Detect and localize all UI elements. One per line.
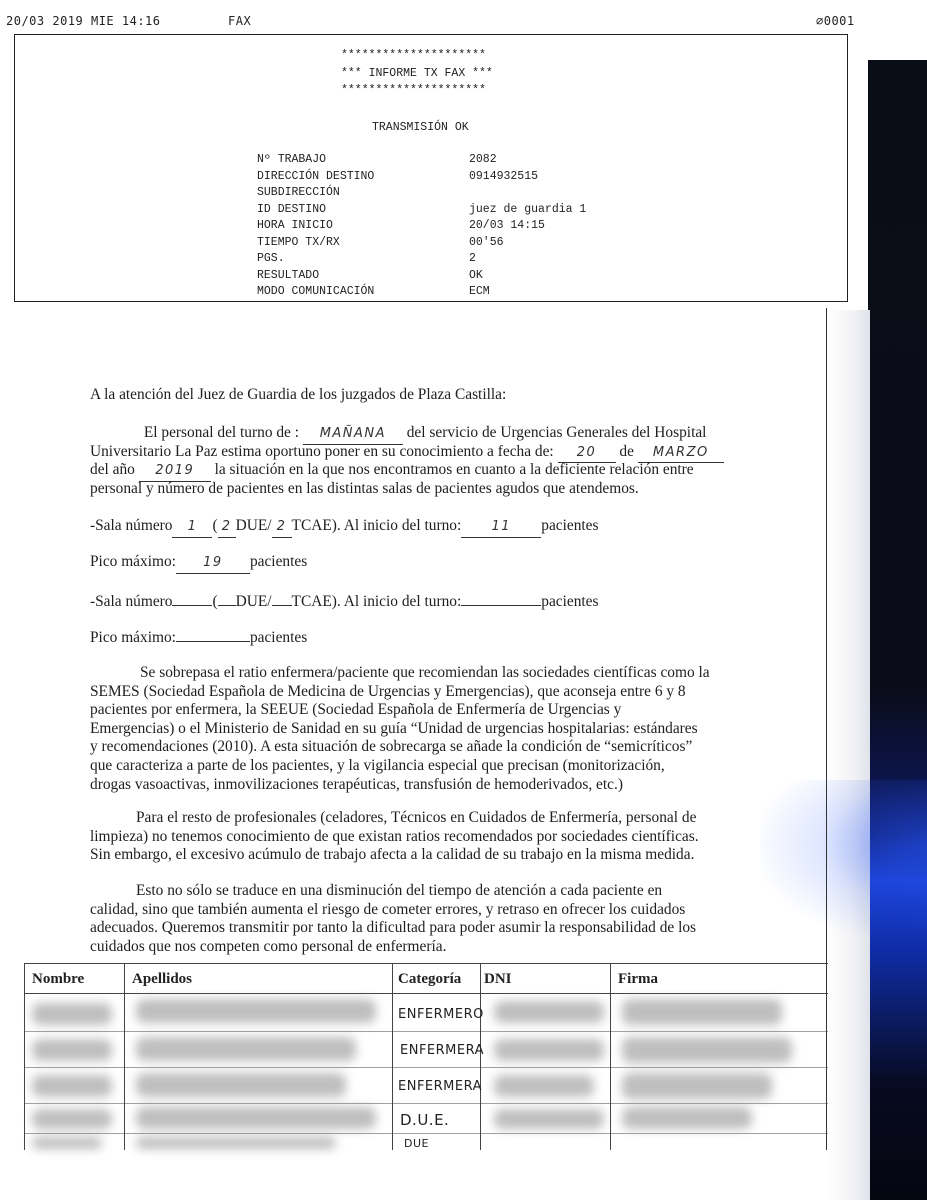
redacted-surname [136,999,376,1023]
text: Pico máximo: [90,629,176,646]
p2-line: y recomendaciones (2010). A esta situación de sobrecarga se añade la condición de “semicríticos” [90,738,693,756]
report-row [257,219,677,235]
text: la situación en la que nos encontramos en cuanto a la deficiente relación entre [214,461,694,479]
redacted-dni [494,1075,594,1097]
category-cell: D.U.E. [400,1111,450,1129]
table-left-border [24,963,25,1150]
table-top-border [24,963,828,964]
report-row-value: OK [469,268,483,282]
report-row [257,203,677,219]
letter-addressee: A la atención del Juez de Guardia de los juzgados de Plaza Castilla: [90,386,507,403]
month-field: MARZO [638,444,724,464]
text: El personal del turno de : [143,424,300,441]
pico-1-line [90,553,750,574]
table-col-divider [610,963,611,1150]
year-field: 2019 [139,462,211,482]
report-stars-top: ********************* [341,49,486,62]
report-row-label: PGS. [257,252,285,265]
letter-paragraph-1-line-1 [90,424,750,445]
report-row-label: Nº TRABAJO [257,153,327,166]
category-cell: ENFERMERA [400,1043,484,1058]
redacted-name [32,1137,102,1149]
p2-line: que caracteriza a parte de los pacientes, y la vigilancia especial que precisan (monitorización, [90,757,665,774]
p4-line: adecuados. Queremos transmitir por tanto la dificultad para poder asumir la responsabilidad de los [90,919,697,937]
report-row-value: 20/03 14:15 [469,219,545,232]
sala-number-field [172,590,212,606]
p2-line: pacientes por enfermera, la SEEUE (Sociedad Española de Enfermería de Urgencias y [90,701,622,719]
category-cell: ENFERMERO [398,1007,484,1022]
redacted-name [32,1003,112,1025]
tcae-count-field [272,590,292,606]
start-patients-field [461,590,541,606]
peak-patients-field [176,626,250,642]
p2-line: SEMES (Sociedad Española de Medicina de Urgencias y Emergencias), que aconseja entre 6 y 8 [90,682,686,700]
fax-page-number: ∅0001 [816,14,855,28]
p3-line: Para el resto de profesionales (celadores, Técnicos en Cuidados de Enfermería, personal de [136,809,697,826]
report-row [257,170,677,186]
text: TCAE). Al inicio del turno: [291,593,462,610]
redacted-surname [136,1107,376,1129]
redacted-signature [622,999,782,1025]
text: de [619,442,634,460]
p4-line: cuidados que nos competen como personal de enfermería. [90,937,447,955]
col-header-apellidos: Apellidos [132,971,193,987]
due-count-field: 2 [218,518,236,538]
redacted-dni [494,1039,604,1061]
table-header-border [24,993,828,994]
report-row [257,252,677,268]
report-row [257,269,677,285]
start-patients-field: 11 [461,518,541,538]
report-row-label: RESULTADO [257,268,320,282]
letter-paragraph-1-line-2 [90,443,760,464]
fax-transmission-report [14,34,848,302]
page-shadow [826,310,870,1200]
text: DUE/ [235,593,272,610]
col-header-categoria: Categoría [398,971,462,987]
letter-paragraph-1-line-4: personal y número de pacientes en las distintas salas de pacientes agudos que atendemos. [90,479,639,497]
text: -Sala número [90,593,173,610]
table-row-border [24,1031,828,1032]
table-row-border [24,1133,828,1134]
table-row-border [24,1067,828,1068]
report-status: TRANSMISIÓN OK [372,121,469,134]
text: pacientes [541,517,599,534]
redacted-name [32,1075,112,1097]
day-field: 20 [558,444,616,464]
p3-line: limpieza) no tenemos conocimiento de que existan ratios recomendados por sociedades científicas. [90,827,699,845]
pico-2-line [90,626,750,648]
text: del año [90,461,135,479]
text: pacientes [249,629,308,646]
sala-1-line [90,517,750,538]
text: ( [212,517,218,534]
text: pacientes [249,553,308,570]
text: -Sala número [90,517,173,534]
p3-line: Sin embargo, el excesivo acúmulo de trabajo afecta a la calidad de su trabajo en la misma medida. [90,846,695,864]
report-row-label: ID DESTINO [257,202,327,216]
report-row-label: HORA INICIO [257,219,333,232]
report-row-label: SUBDIRECCIÓN [257,186,340,199]
report-row [257,236,677,252]
redacted-surname [136,1137,336,1149]
p2-line: drogas vasoactivas, inmovilizaciones terapéuticas, transfusión de hemoderivados, etc.) [90,775,623,793]
sala-number-field: 1 [172,518,212,538]
text: DUE/ [235,517,272,534]
redacted-surname [136,1037,356,1061]
report-row-value: juez de guardia 1 [469,202,587,216]
col-header-dni: DNI [484,971,512,987]
col-header-firma: Firma [618,971,658,987]
report-row-value: 0914932515 [469,169,539,183]
report-row-label: MODO COMUNICACIÓN [257,285,375,298]
report-row-value: 2 [469,252,476,265]
redacted-surname [136,1073,346,1097]
p2-line: Se sobrepasa el ratio enfermera/paciente que recomiendan las sociedades científicas como la [140,664,710,681]
redacted-name [32,1109,112,1129]
fax-datetime: 20/03 2019 MIE 14:16 [6,14,161,28]
report-row-label: DIRECCIÓN DESTINO [257,169,375,183]
page-background-edge [868,60,927,1200]
p2-line: Emergencias) o el Ministerio de Sanidad en su guía “Unidad de urgencias hospitalarias: estándares [90,719,698,737]
category-cell: DUE [404,1137,429,1150]
report-row-value: 2082 [469,153,497,166]
p4-line: calidad, sino que también aumenta el riesgo de cometer errores, y retraso en ofrecer los cuidados [90,900,686,918]
col-header-nombre: Nombre [32,971,85,987]
report-row [257,153,677,169]
text: del servicio de Urgencias Generales del Hospital [406,424,707,441]
redacted-signature [622,1073,772,1099]
table-row-border [24,1103,828,1104]
text: pacientes [541,593,599,610]
light-reflection [760,780,927,940]
report-title: *** INFORME TX FAX *** [341,67,493,80]
due-count-field [218,590,236,606]
redacted-signature [622,1037,792,1063]
redacted-dni [494,1001,604,1023]
report-row [257,186,677,202]
text: ( [212,593,218,610]
text: Pico máximo: [90,553,176,570]
signatures-table [24,963,828,1150]
p4-line: Esto no sólo se traduce en una disminución del tiempo de atención a cada paciente en [136,882,663,899]
category-cell: ENFERMERA [398,1079,482,1094]
report-row-value: 00'56 [469,235,504,249]
peak-patients-field: 19 [176,554,250,574]
tcae-count-field: 2 [272,518,292,538]
shift-field: MAÑANA [303,425,403,445]
fax-label: FAX [228,14,252,28]
letter-paragraph-1-line-3 [90,461,750,482]
text: Universitario La Paz estima oportuno poner en su conocimiento a fecha de: [90,442,554,460]
report-row-label: TIEMPO TX/RX [257,235,340,249]
table-col-divider [392,963,393,1150]
sala-2-line [90,590,750,612]
table-col-divider [124,963,125,1150]
redacted-dni [494,1109,604,1129]
report-stars-bottom: ********************* [341,84,486,97]
text: TCAE). Al inicio del turno: [291,517,462,534]
report-row [257,285,677,301]
redacted-name [32,1039,112,1061]
report-row-value: ECM [469,285,490,298]
redacted-signature [622,1107,752,1129]
